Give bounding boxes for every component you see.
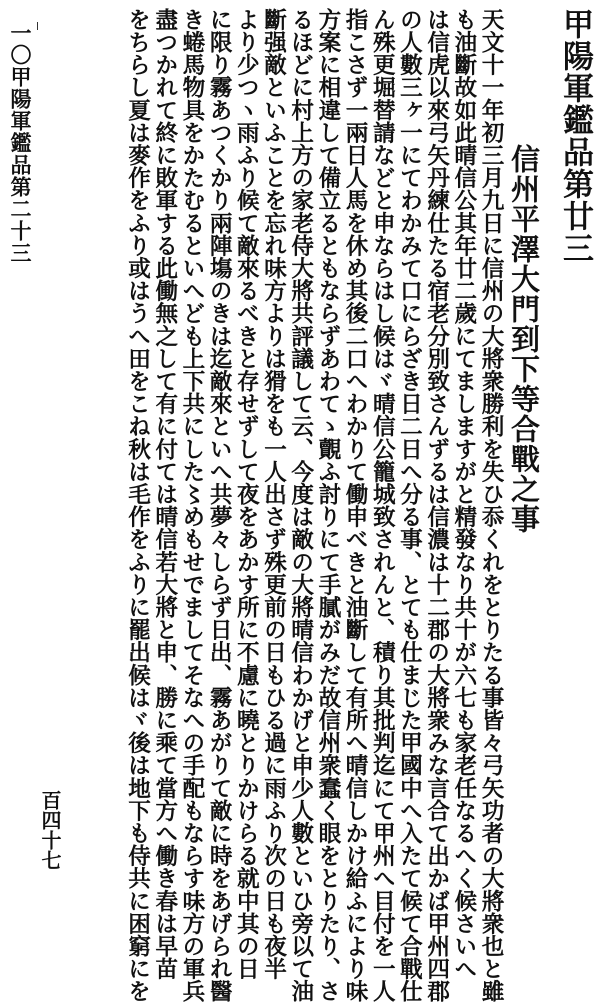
footer-label: 一〇甲陽軍鑑品第二十三 xyxy=(8,22,33,264)
body-line: 盡つかれて終に敗軍する此働無之して有に付ては晴信若大將と申、勝に乘て當方へ働き春は早苗 xyxy=(151,8,178,980)
body-line: をちらし夏は麥作をふり或はうへ田をこね秋は毛作をふりに罷出候はヾ後は地下も侍共に困窮にを xyxy=(124,8,151,1002)
page-number: 百四十七 xyxy=(38,790,62,870)
body-line: 指こさず一兩日人馬を休め其後二口へわかりて働申べきと油斷して有所へ晴信しかけ給ふにより味 xyxy=(342,8,369,1002)
body-line: 斷强敵といふことを忘れ味方よりは猾をも一人出さず殊更前の日もひる過に雨ふり次の日も夜半 xyxy=(260,8,287,980)
body-line: ん殊更堀替請などと申ならはし候はヾ晴信公籠城致されんと、積り其批判迄にて甲州へ目付を一人 xyxy=(369,8,396,1002)
margin-rule xyxy=(37,22,38,30)
body-line: るほどに村上方の家老侍大將共評議して云、今度は敵の大將晴信わかげと申少人數といひ旁以て油 xyxy=(287,8,314,1002)
chapter-title: 信州平澤大門到下等合戰之事 xyxy=(507,144,541,534)
body-line: 方案に相違して備立るともならずあわてゝ覿ふ討りにて手膩がみだ故信州衆蠢く眼をとりたり、さ xyxy=(314,8,341,1002)
body-line: き蜷馬物具をかたむるといへども上下共にした〻めもせでましてそなへの手配もならす味方の軍兵 xyxy=(178,8,205,1002)
book-title: 甲陽軍鑑品第廿三 xyxy=(557,8,593,264)
body-line: の人數三ヶ一にてわかみて口にらざき日二日へ分る事、とても仕まじた甲國中へ入たて候て合戰仕 xyxy=(396,8,423,1002)
body-line: より少つヽ雨ふり候て敵來るべきと存せずして夜をあかす所に不慮に曉とりかけらる就中其の日 xyxy=(233,8,260,980)
body-line: 天文十一年初三月九日に信州の大將衆勝利を失ひ忝くれをとりたる事皆々弓矢功者の大將衆也と雖 xyxy=(478,8,504,1002)
body-text xyxy=(8,8,504,1002)
body-line: も油斷故如此晴信公其年廿二歲にてましますがと精發なり共十が六七も家老任なるへく候さいへ xyxy=(450,8,477,980)
body-line: は信虎以來弓矢丹練仕たる宿老分別致さんずるは信濃は十二郡の大將衆みな言合て出かば甲州四郡 xyxy=(423,8,450,1002)
body-line: に限り霧あつくかり兩陣塲のきは迄敵來といへ共夢々しらず日出、霧あがりて敵に時をあげられ醫 xyxy=(206,8,233,1002)
